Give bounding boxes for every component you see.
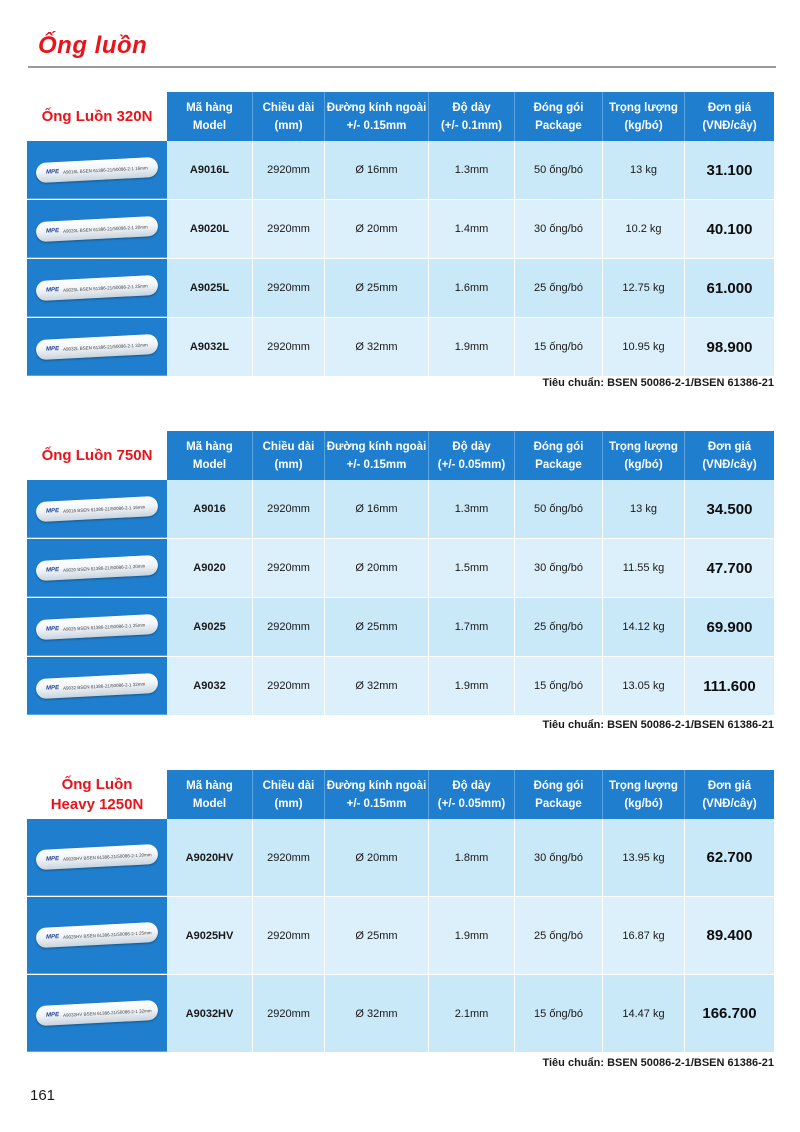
pipe-illustration — [36, 554, 159, 580]
section-title — [27, 92, 167, 141]
section-title-line1: Ống Luồn — [61, 775, 133, 793]
pipe-print: A9032 BSEN 61386-21/50086-2-1 32mm — [62, 680, 146, 690]
table-row — [27, 318, 774, 377]
cell-length: 2920mm — [253, 141, 325, 199]
cell-diameter: Ø 16mm — [325, 480, 429, 538]
cell-thickness: 1.6mm — [429, 259, 515, 317]
pipe-illustration — [36, 156, 159, 182]
header-line1: Độ dày — [452, 779, 491, 792]
pipe-brand: MPE — [45, 684, 60, 692]
header-line1: Đường kính ngoài — [326, 779, 427, 792]
header-line1: Trọng lượng — [609, 101, 678, 114]
cell-package: 50 ống/bó — [515, 141, 603, 199]
cell-model: A9020L — [167, 200, 253, 258]
header-line2: (kg/bó) — [624, 119, 663, 132]
header-line2: +/- 0.15mm — [346, 797, 407, 810]
header-line1: Mã hàng — [186, 779, 233, 792]
header-line2: (+/- 0.05mm) — [437, 797, 506, 810]
header-line1: Đóng gói — [533, 440, 584, 453]
cell-length: 2920mm — [253, 819, 325, 896]
cell-package: 50 ống/bó — [515, 480, 603, 538]
header-weight — [603, 431, 685, 480]
cell-length: 2920mm — [253, 657, 325, 715]
header-line1: Đơn giá — [707, 101, 752, 114]
cell-length: 2920mm — [253, 480, 325, 538]
cell-price: 89.400 — [685, 897, 774, 974]
cell-price: 31.100 — [685, 141, 774, 199]
pipe-brand: MPE — [45, 933, 60, 941]
pipe-brand: MPE — [45, 566, 60, 574]
header-line2: Model — [192, 119, 227, 132]
pipe-image — [27, 897, 167, 974]
pipe-brand: MPE — [45, 855, 60, 863]
cell-thickness: 1.9mm — [429, 657, 515, 715]
cell-price: 166.700 — [685, 975, 774, 1052]
section-header — [27, 431, 774, 480]
cell-weight: 13 kg — [603, 141, 685, 199]
cell-diameter: Ø 25mm — [325, 897, 429, 974]
standard-note: Tiêu chuẩn: BSEN 50086-2-1/BSEN 61386-21 — [542, 719, 774, 731]
header-line1: Đóng gói — [533, 101, 584, 114]
header-line1: Chiều dài — [262, 779, 315, 792]
table-body — [27, 819, 774, 1053]
header-line2: Package — [535, 797, 582, 810]
pipe-illustration — [36, 672, 159, 698]
cell-weight: 10.2 kg — [603, 200, 685, 258]
table-row — [27, 141, 774, 200]
cell-diameter: Ø 20mm — [325, 819, 429, 896]
cell-thickness: 2.1mm — [429, 975, 515, 1052]
section-title-line2: Heavy 1250N — [50, 795, 144, 813]
header-line1: Đường kính ngoài — [326, 101, 427, 114]
table-header — [167, 431, 774, 480]
header-line1: Mã hàng — [186, 440, 233, 453]
cell-package: 15 ống/bó — [515, 318, 603, 376]
cell-price: 69.900 — [685, 598, 774, 656]
cell-diameter: Ø 25mm — [325, 259, 429, 317]
pipe-brand: MPE — [45, 625, 60, 633]
pipe-brand: MPE — [45, 227, 60, 235]
cell-model: A9016L — [167, 141, 253, 199]
header-line2: (+/- 0.1mm) — [440, 119, 503, 132]
cell-thickness: 1.3mm — [429, 141, 515, 199]
page-title: Ống luồn — [38, 32, 148, 59]
header-line1: Mã hàng — [186, 101, 233, 114]
table-row — [27, 259, 774, 318]
cell-diameter: Ø 32mm — [325, 657, 429, 715]
pipe-illustration — [36, 844, 159, 870]
pipe-brand: MPE — [45, 345, 60, 353]
header-line2: (VNĐ/cây) — [702, 797, 757, 810]
cell-model: A9025L — [167, 259, 253, 317]
header-weight — [603, 92, 685, 141]
cell-model: A9032HV — [167, 975, 253, 1052]
cell-price: 111.600 — [685, 657, 774, 715]
header-line2: (VNĐ/cây) — [702, 119, 757, 132]
header-line1: Độ dày — [452, 101, 491, 114]
pipe-brand: MPE — [45, 1011, 60, 1019]
cell-diameter: Ø 20mm — [325, 200, 429, 258]
section-title — [27, 770, 167, 819]
header-weight — [603, 770, 685, 819]
cell-weight: 16.87 kg — [603, 897, 685, 974]
cell-thickness: 1.5mm — [429, 539, 515, 597]
header-line1: Chiều dài — [262, 440, 315, 453]
pipe-print: A9016L BSEN 61386-21/50086-2-1 16mm — [62, 164, 148, 174]
title-divider — [28, 66, 776, 68]
table-body — [27, 141, 774, 377]
pipe-illustration — [36, 613, 159, 639]
cell-length: 2920mm — [253, 975, 325, 1052]
header-line2: (kg/bó) — [624, 458, 663, 471]
cell-weight: 13 kg — [603, 480, 685, 538]
section-title — [27, 431, 167, 480]
pipe-illustration — [36, 922, 159, 948]
table-row — [27, 657, 774, 716]
table-row — [27, 539, 774, 598]
header-line2: +/- 0.15mm — [346, 458, 407, 471]
header-line2: (VNĐ/cây) — [702, 458, 757, 471]
header-length — [253, 431, 325, 480]
table-header — [167, 770, 774, 819]
cell-diameter: Ø 32mm — [325, 318, 429, 376]
header-price — [685, 92, 774, 141]
header-length — [253, 92, 325, 141]
cell-package: 30 ống/bó — [515, 819, 603, 896]
cell-thickness: 1.7mm — [429, 598, 515, 656]
header-line2: (mm) — [274, 797, 303, 810]
pipe-illustration — [36, 1000, 159, 1026]
pipe-image — [27, 259, 167, 317]
section-header — [27, 770, 774, 819]
header-line1: Chiều dài — [262, 101, 315, 114]
header-line2: +/- 0.15mm — [346, 119, 407, 132]
cell-model: A9032L — [167, 318, 253, 376]
pipe-brand: MPE — [45, 286, 60, 294]
pipe-image — [27, 141, 167, 199]
pipe-print: A9016 BSEN 61386-21/50086-2-1 16mm — [62, 503, 146, 513]
cell-thickness: 1.4mm — [429, 200, 515, 258]
cell-package: 25 ống/bó — [515, 598, 603, 656]
cell-weight: 14.12 kg — [603, 598, 685, 656]
cell-weight: 14.47 kg — [603, 975, 685, 1052]
pipe-illustration — [36, 333, 159, 359]
pipe-print: A9032HV BSEN 61386-21/50086-2-1 32mm — [62, 1007, 152, 1018]
pipe-print: A9032L BSEN 61386-21/50086-2-1 32mm — [62, 341, 148, 351]
header-line2: Model — [192, 458, 227, 471]
pipe-image — [27, 975, 167, 1052]
header-line2: (+/- 0.05mm) — [437, 458, 506, 471]
header-model — [167, 92, 253, 141]
pipe-image — [27, 598, 167, 656]
cell-model: A9016 — [167, 480, 253, 538]
cell-package: 15 ống/bó — [515, 975, 603, 1052]
pipe-image — [27, 657, 167, 715]
pipe-image — [27, 318, 167, 376]
header-line2: (mm) — [274, 119, 303, 132]
pipe-image — [27, 539, 167, 597]
header-model — [167, 431, 253, 480]
pipe-illustration — [36, 274, 159, 300]
header-thickness — [429, 92, 515, 141]
cell-diameter: Ø 20mm — [325, 539, 429, 597]
cell-price: 98.900 — [685, 318, 774, 376]
pipe-image — [27, 480, 167, 538]
cell-price: 40.100 — [685, 200, 774, 258]
cell-model: A9032 — [167, 657, 253, 715]
table-row — [27, 598, 774, 657]
cell-package: 25 ống/bó — [515, 259, 603, 317]
cell-price: 47.700 — [685, 539, 774, 597]
header-price — [685, 431, 774, 480]
header-line1: Đơn giá — [707, 440, 752, 453]
section-header — [27, 92, 774, 141]
cell-diameter: Ø 32mm — [325, 975, 429, 1052]
pipe-print: A9020 BSEN 61386-21/50086-2-1 20mm — [62, 562, 146, 572]
cell-diameter: Ø 25mm — [325, 598, 429, 656]
cell-length: 2920mm — [253, 259, 325, 317]
cell-package: 15 ống/bó — [515, 657, 603, 715]
header-line1: Đóng gói — [533, 779, 584, 792]
header-thickness — [429, 770, 515, 819]
cell-length: 2920mm — [253, 897, 325, 974]
cell-package: 30 ống/bó — [515, 200, 603, 258]
header-line1: Đơn giá — [707, 779, 752, 792]
pipe-print: A9025HV BSEN 61386-21/50086-2-1 25mm — [62, 929, 152, 940]
header-diameter — [325, 431, 429, 480]
pipe-brand: MPE — [45, 168, 60, 176]
table-header — [167, 92, 774, 141]
cell-package: 25 ống/bó — [515, 897, 603, 974]
header-line2: (kg/bó) — [624, 797, 663, 810]
cell-weight: 10.95 kg — [603, 318, 685, 376]
header-line2: Package — [535, 119, 582, 132]
header-package — [515, 92, 603, 141]
table-row — [27, 975, 774, 1053]
cell-model: A9020HV — [167, 819, 253, 896]
standard-note: Tiêu chuẩn: BSEN 50086-2-1/BSEN 61386-21 — [542, 377, 774, 389]
header-diameter — [325, 92, 429, 141]
header-line1: Trọng lượng — [609, 440, 678, 453]
cell-weight: 13.05 kg — [603, 657, 685, 715]
header-line2: (mm) — [274, 458, 303, 471]
section-320n — [27, 92, 774, 377]
table-row — [27, 819, 774, 897]
pipe-image — [27, 200, 167, 258]
table-row — [27, 200, 774, 259]
cell-diameter: Ø 16mm — [325, 141, 429, 199]
header-line1: Độ dày — [452, 440, 491, 453]
cell-model: A9025 — [167, 598, 253, 656]
table-row — [27, 897, 774, 975]
table-row — [27, 480, 774, 539]
pipe-illustration — [36, 495, 159, 521]
header-thickness — [429, 431, 515, 480]
header-line2: Model — [192, 797, 227, 810]
pipe-print: A9020L BSEN 61386-21/50086-2-1 20mm — [62, 223, 148, 233]
cell-length: 2920mm — [253, 318, 325, 376]
table-body — [27, 480, 774, 716]
header-line1: Trọng lượng — [609, 779, 678, 792]
cell-weight: 11.55 kg — [603, 539, 685, 597]
cell-thickness: 1.8mm — [429, 819, 515, 896]
header-price — [685, 770, 774, 819]
cell-weight: 12.75 kg — [603, 259, 685, 317]
cell-thickness: 1.9mm — [429, 897, 515, 974]
header-package — [515, 770, 603, 819]
cell-thickness: 1.9mm — [429, 318, 515, 376]
page-number: 161 — [30, 1087, 56, 1104]
header-model — [167, 770, 253, 819]
header-diameter — [325, 770, 429, 819]
section-title-line1: Ống Luồn 750N — [41, 446, 153, 464]
pipe-image — [27, 819, 167, 896]
cell-length: 2920mm — [253, 539, 325, 597]
cell-price: 62.700 — [685, 819, 774, 896]
standard-note: Tiêu chuẩn: BSEN 50086-2-1/BSEN 61386-21 — [542, 1057, 774, 1069]
cell-length: 2920mm — [253, 200, 325, 258]
pipe-print: A9025 BSEN 61386-21/50086-2-1 25mm — [62, 621, 146, 631]
pipe-print: A9025L BSEN 61386-21/50086-2-1 25mm — [62, 282, 148, 292]
header-line1: Đường kính ngoài — [326, 440, 427, 453]
pipe-brand: MPE — [45, 507, 60, 515]
cell-price: 34.500 — [685, 480, 774, 538]
cell-model: A9025HV — [167, 897, 253, 974]
section-1250n — [27, 770, 774, 1053]
pipe-print: A9020HV BSEN 61386-21/50086-2-1 20mm — [62, 851, 152, 862]
section-750n — [27, 431, 774, 716]
cell-weight: 13.95 kg — [603, 819, 685, 896]
cell-length: 2920mm — [253, 598, 325, 656]
cell-thickness: 1.3mm — [429, 480, 515, 538]
cell-price: 61.000 — [685, 259, 774, 317]
pipe-illustration — [36, 215, 159, 241]
cell-package: 30 ống/bó — [515, 539, 603, 597]
header-length — [253, 770, 325, 819]
section-title-line1: Ống Luồn 320N — [41, 107, 153, 125]
header-line2: Package — [535, 458, 582, 471]
header-package — [515, 431, 603, 480]
cell-model: A9020 — [167, 539, 253, 597]
